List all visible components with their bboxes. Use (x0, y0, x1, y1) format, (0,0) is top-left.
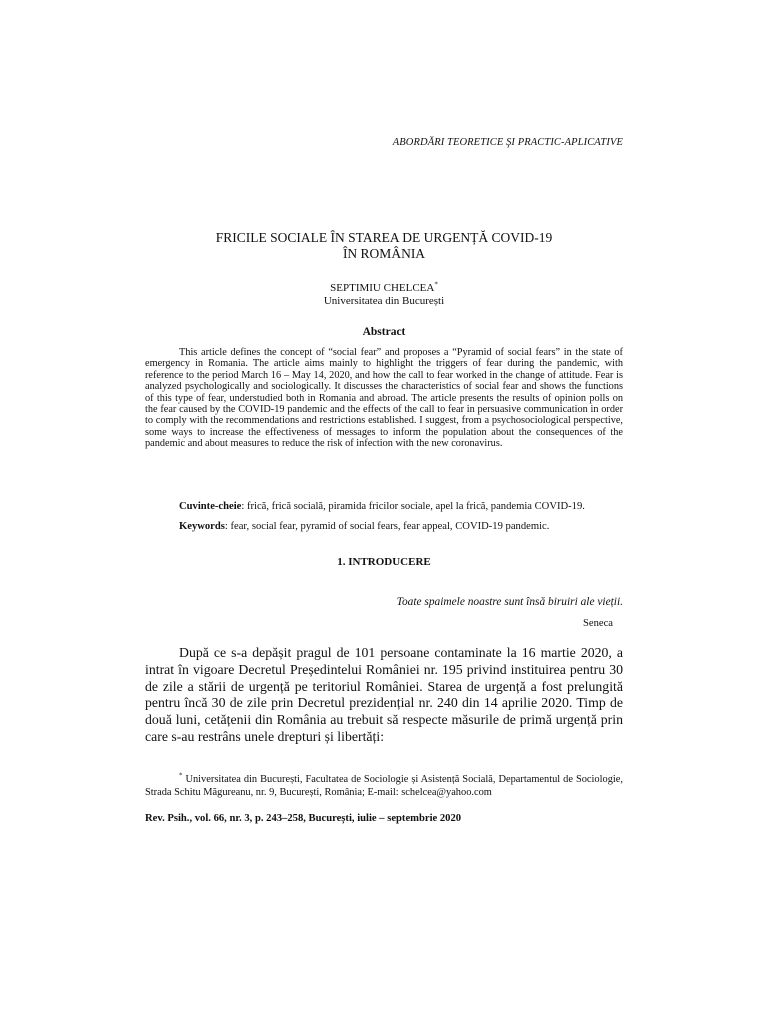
document-page (145, 0, 623, 1024)
journal-reference: Rev. Psih., vol. 66, nr. 3, p. 243–258, București, iulie – septembrie 2020 (145, 813, 462, 824)
author-footnote-mark: * (434, 280, 438, 289)
keywords-romanian-text: : frică, frică socială, piramida fricilor sociale, apel la frică, pandemia COVID-19. (241, 501, 585, 512)
footnote-text: Universitatea din București, Facultatea de Sociologie și Asistență Socială, Departamentul de Sociologie, Strada Schitu Măgureanu, nr. 9, București, România; E-mail: schelcea@yahoo.com (145, 774, 623, 799)
author-block (145, 282, 623, 308)
author-name (145, 282, 623, 295)
keywords-romanian-label: Cuvinte-cheie (179, 501, 242, 512)
section-heading: 1. INTRODUCERE (337, 556, 431, 568)
abstract-heading: Abstract (362, 326, 406, 338)
body-paragraph: După ce s-a depășit pragul de 101 persoane contaminate la 16 martie 2020, a intrat în vigoare Decretul Președintelui României nr. 195 privind instituirea pentru 30 de zile a stării de urgență pe teritoriul României. Starea de urgență a fost prelungită pentru încă 30 de zile prin Decretul prezidențial nr. 240 din 14 aprilie 2020. Timp de două luni, cetățenii din România au trebuit să respecte măsurile de primă urgență prin care s-au restrâns unele drepturi și libertăți: (145, 645, 623, 744)
epigraph-author: Seneca (583, 618, 613, 629)
keywords-english-text: : fear, social fear, pyramid of social fears, fear appeal, COVID-19 pandemic. (224, 521, 550, 532)
abstract-text: This article defines the concept of “social fear” and proposes a “Pyramid of social fears” in the state of emergency in Romania. The article aims mainly to highlight the triggers of fear during the pandemic, with reference to the period March 16 – May 14, 2020, and how the call to fear worked in the change of attitude. Fear is analyzed psychologically and sociologically. It discusses the characteristics of social fear and shows the functions of this type of fear, understudied both in Romania and abroad. The article presents the results of opinion polls on the fear caused by the COVID-19 pandemic and the effects of the call to fear in persuasive communication in order to comply with the recommendations and restrictions established. I suggest, from a psychosociological perspective, some ways to increase the effectiveness of messages to inform the population about the consequences of the pandemic and about measures to reduce the risk of infection with the new coronavirus. (145, 347, 623, 450)
footnote (145, 773, 623, 799)
author-name-text: SEPTIMIU CHELCEA (330, 282, 435, 294)
keywords-romanian (179, 500, 623, 513)
title-line-2: ÎN ROMÂNIA (342, 246, 426, 261)
author-affiliation: Universitatea din București (323, 295, 445, 307)
title-line-1: FRICILE SOCIALE ÎN STAREA DE URGENȚĂ COVID-19 (215, 230, 553, 245)
keywords-english (179, 520, 623, 533)
keywords-english-label: Keywords (179, 521, 225, 532)
epigraph-quote: Toate spaimele noastre sunt însă biruiri ale vieții. (396, 596, 623, 608)
footnote-mark: * (179, 771, 183, 780)
article-title (145, 230, 623, 262)
running-head: ABORDĂRI TEORETICE ŞI PRACTIC-APLICATIVE (392, 137, 623, 148)
